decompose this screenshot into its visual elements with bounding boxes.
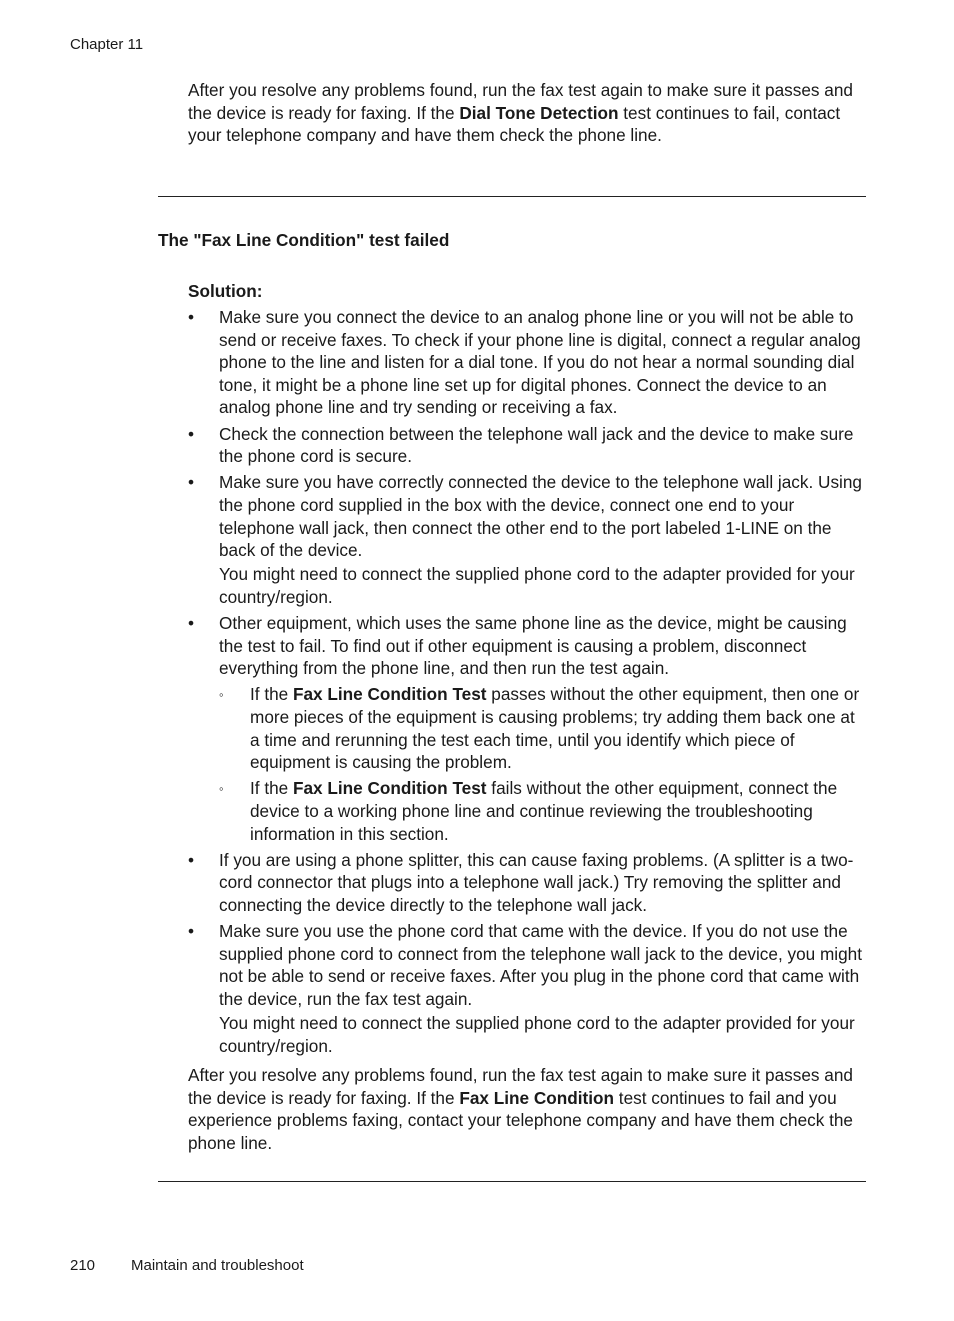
sub-list-item [219, 777, 868, 845]
list-item [188, 849, 868, 917]
list-item-note: You might need to connect the supplied phone cord to the adapter provided for your country/region. [219, 1013, 855, 1056]
sub-bullet-icon: ◦ [219, 781, 224, 797]
list-item-text: Make sure you connect the device to an analog phone line or you will not be able to send or receive faxes. To check if your phone line is digital, connect a regular analog phone to the line and listen for a dial tone. If you do not hear a normal sounding dial tone, it might be a phone line set up for digital phones. Connect the device to an analog phone line and try sending or receiving a fax. [219, 307, 861, 418]
bullet-icon: • [188, 307, 195, 327]
list-item-text: Make sure you have correctly connected the device to the telephone wall jack. Using the phone cord supplied in the box with the device, connect one end to your telephone wall jack, then connect the other end to the port labeled 1-LINE on the back of the device. [219, 472, 862, 561]
list-item [188, 471, 868, 608]
list-item [188, 423, 868, 468]
solution-list [188, 306, 868, 1061]
sub-item-text-1: If the [250, 778, 293, 799]
sub-list-item [219, 683, 868, 773]
sub-item-text-1: If the [250, 684, 293, 705]
bullet-icon: • [188, 921, 195, 942]
list-item [188, 612, 868, 845]
sub-list [219, 683, 868, 845]
bullet-icon: • [188, 423, 195, 444]
chapter-header: Chapter 11 [70, 36, 144, 53]
bullet-icon: • [188, 472, 195, 493]
intro-bold-term: Dial Tone Detection [459, 102, 619, 123]
list-item [188, 920, 868, 1057]
solution-label: Solution: [188, 281, 263, 301]
list-item [188, 306, 868, 419]
list-item-text: Check the connection between the telephone wall jack and the device to make sure the phone cord is secure. [219, 423, 854, 467]
sub-list-item-text [250, 683, 868, 773]
divider-top [158, 196, 866, 197]
sub-item-bold-term: Fax Line Condition Test [293, 684, 487, 705]
bullet-icon: • [188, 613, 195, 634]
section-title: The "Fax Line Condition" test failed [158, 230, 450, 250]
list-item-text: Make sure you use the phone cord that came with the device. If you do not use the supplied phone cord to connect from the telephone wall jack to the device, you might not be able to send or receive faxes. After you plug in the phone cord that came with the device, run the fax test again. [219, 921, 863, 1009]
closing-paragraph [188, 1064, 868, 1154]
list-item-text: Other equipment, which uses the same phone line as the device, might be causing the test to fail. To find out if other equipment is causing a problem, disconnect everything from the phone line, and then run the test again. [219, 613, 847, 679]
footer-title: Maintain and troubleshoot [131, 1257, 304, 1274]
list-item-text: If you are using a phone splitter, this can cause faxing problems. (A splitter is a two-cord connector that plugs into a telephone wall jack.) Try removing the splitter and connecting the device directly to the telephone wall jack. [219, 849, 854, 915]
sub-item-text-2: passes without the other equipment, then one or more pieces of the equipment is causing problems; try adding them back one at a time and rerunning the test each time, until you identify which piece of equipment is causing the problem. [250, 684, 860, 773]
closing-bold-term: Fax Line Condition [459, 1087, 615, 1108]
closing-text-1: After you resolve any problems found, run the fax test again to make sure it passes and the device is ready for faxing. If the [188, 1065, 853, 1108]
list-item-note: You might need to connect the supplied phone cord to the adapter provided for your country/region. [219, 564, 855, 607]
sub-list-item-text [250, 777, 868, 845]
divider-bottom [158, 1181, 866, 1182]
intro-text-2: test continues to fail, contact your telephone company and have them check the phone line. [188, 102, 841, 146]
page-number: 210 [70, 1257, 96, 1274]
intro-text-1: After you resolve any problems found, run the fax test again to make sure it passes and the device is ready for faxing. If the [188, 80, 853, 123]
sub-item-text-2: fails without the other equipment, connect the device to a working phone line and continue reviewing the troubleshooting information in this section. [250, 778, 838, 844]
bullet-icon: • [188, 849, 195, 870]
sub-bullet-icon: ◦ [219, 687, 224, 703]
sub-item-bold-term: Fax Line Condition Test [293, 778, 487, 799]
closing-text-2: test continues to fail and you experience problems faxing, contact your telephone company and have them check the phone line. [188, 1087, 853, 1153]
intro-paragraph [188, 79, 868, 147]
